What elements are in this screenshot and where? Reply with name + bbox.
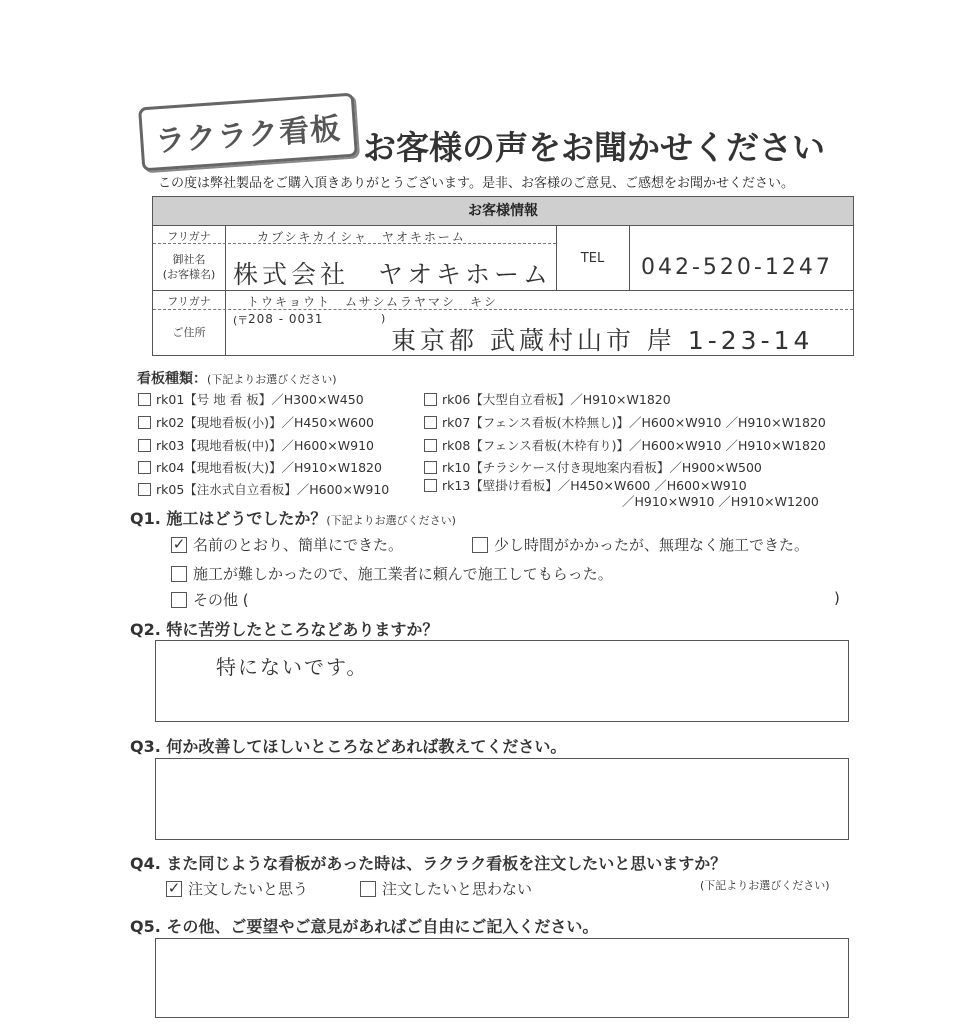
postal-prefix: (〒 — [233, 314, 249, 327]
checkbox[interactable] — [171, 592, 187, 608]
check-mark-icon[interactable]: ✓ — [172, 534, 186, 553]
q5-heading: Q5. その他、ご要望やご意見があればご自由にご記入ください。 — [130, 917, 599, 936]
address-label: ご住所 — [172, 326, 206, 339]
checkbox[interactable] — [424, 393, 437, 406]
sign-option-rk07[interactable]: rk07【フェンス看板(木枠無し)】／H600×W910 ／H910×W1820 — [424, 413, 826, 431]
divider — [629, 225, 630, 291]
page-subtitle: この度は弊社製品をご購入頂きありがとうございます。是非、お客様のご意見、ご感想をお聞かせください。 — [158, 176, 794, 191]
checkbox[interactable] — [360, 881, 376, 897]
checkbox[interactable] — [138, 483, 151, 496]
checkbox[interactable] — [171, 566, 187, 582]
checkbox[interactable] — [138, 416, 151, 429]
checkbox[interactable] — [138, 461, 151, 474]
q2-heading: Q2. 特に苦労したところなどありますか？ — [130, 620, 439, 639]
company-label: 御社名 — [172, 253, 206, 266]
sign-option-rk01[interactable]: rk01【号 地 看 板】／H300×W450 — [138, 390, 364, 408]
address-furigana-value[interactable]: トウキョウト ムサシムラヤマシ キシ — [247, 295, 498, 309]
checkbox[interactable] — [138, 439, 151, 452]
q4-option-yes[interactable]: ✓ 注文したいと思う — [167, 878, 309, 898]
q1-option-4-close: ) — [834, 589, 840, 607]
checkbox[interactable] — [138, 393, 151, 406]
check-mark-icon[interactable]: ✓ — [167, 878, 181, 897]
q4-heading: Q4. また同じような看板があった時は、ラクラク看板を注文したいと思いますか？ — [130, 854, 727, 873]
company-name-value[interactable]: 株式会社 ヤオキホーム — [233, 260, 553, 289]
sign-option-rk13[interactable]: rk13【壁掛け看板】／H450×W600 ／H600×W910 — [424, 476, 747, 494]
q3-answer-box[interactable] — [155, 758, 849, 840]
q1-heading: Q1. 施工はどうでしたか？(下記よりお選びください) — [130, 509, 456, 528]
q1-option-1[interactable]: ✓ 名前のとおり、簡単にできた。 — [172, 534, 404, 554]
address-value[interactable]: 東京都 武蔵村山市 岸 1-23-14 — [391, 326, 814, 355]
q4-option-no[interactable]: 注文したいと思わない — [360, 878, 532, 899]
q1-option-2[interactable]: 少し時間がかかったが、無理なく施工できた。 — [472, 534, 809, 555]
furigana-label-address: フリガナ — [167, 295, 211, 308]
tel-value[interactable]: 042-520-1247 — [641, 255, 833, 280]
q1-option-4[interactable]: その他 ( — [171, 589, 249, 610]
sign-types-note: (下記よりお選びください) — [207, 373, 337, 386]
checkbox[interactable] — [424, 461, 437, 474]
sign-option-rk04[interactable]: rk04【現地看板(大)】／H910×W1820 — [138, 458, 382, 476]
brand-logo: ラクラク看板 — [138, 93, 358, 172]
sign-option-rk06[interactable]: rk06【大型自立看板】／H910×W1820 — [424, 390, 671, 408]
q1-option-3[interactable]: 施工が難しかったので、施工業者に頼んで施工してもらった。 — [171, 563, 613, 584]
checkbox[interactable] — [424, 439, 437, 452]
postal-suffix: ) — [381, 312, 386, 325]
q4-note: (下記よりお選びください) — [700, 879, 830, 892]
q2-answer-value[interactable]: 特にないです。 — [216, 655, 369, 679]
checkbox[interactable] — [472, 537, 488, 553]
sign-option-rk08[interactable]: rk08【フェンス看板(木枠有り)】／H600×W910 ／H910×W1820 — [424, 436, 826, 454]
sign-option-rk03[interactable]: rk03【現地看板(中)】／H600×W910 — [138, 436, 374, 454]
company-furigana-value[interactable]: カブシキカイシャ ヤオキホーム — [257, 230, 466, 244]
sign-types-heading: 看板種類：(下記よりお選びください) — [137, 371, 337, 387]
customer-info-heading: お客様情報 — [153, 197, 853, 226]
sign-option-rk02[interactable]: rk02【現地看板(小)】／H450×W600 — [138, 413, 374, 431]
q3-heading: Q3. 何か改善してほしいところなどあれば教えてください。 — [130, 737, 567, 756]
postal-code-value[interactable]: 208 - 0031 — [248, 312, 324, 326]
sign-option-rk13-cont: ／H910×W910 ／H910×W1200 — [622, 494, 819, 509]
checkbox[interactable] — [424, 479, 437, 492]
furigana-label: フリガナ — [167, 230, 211, 243]
customer-info-table — [152, 196, 854, 356]
company-label-sub: (お客様名) — [162, 268, 216, 281]
page-title: お客様の声をお聞かせください — [363, 128, 825, 167]
checkbox[interactable] — [424, 416, 437, 429]
sign-option-rk05[interactable]: rk05【注水式自立看板】／H600×W910 — [138, 480, 389, 498]
q5-answer-box[interactable] — [155, 938, 849, 1018]
q2-answer-box[interactable] — [155, 640, 849, 722]
q1-note: (下記よりお選びください) — [326, 514, 456, 527]
tel-label: TEL — [580, 251, 605, 266]
sign-option-rk10[interactable]: rk10【チラシケース付き現地案内看板】／H900×W500 — [424, 458, 762, 476]
